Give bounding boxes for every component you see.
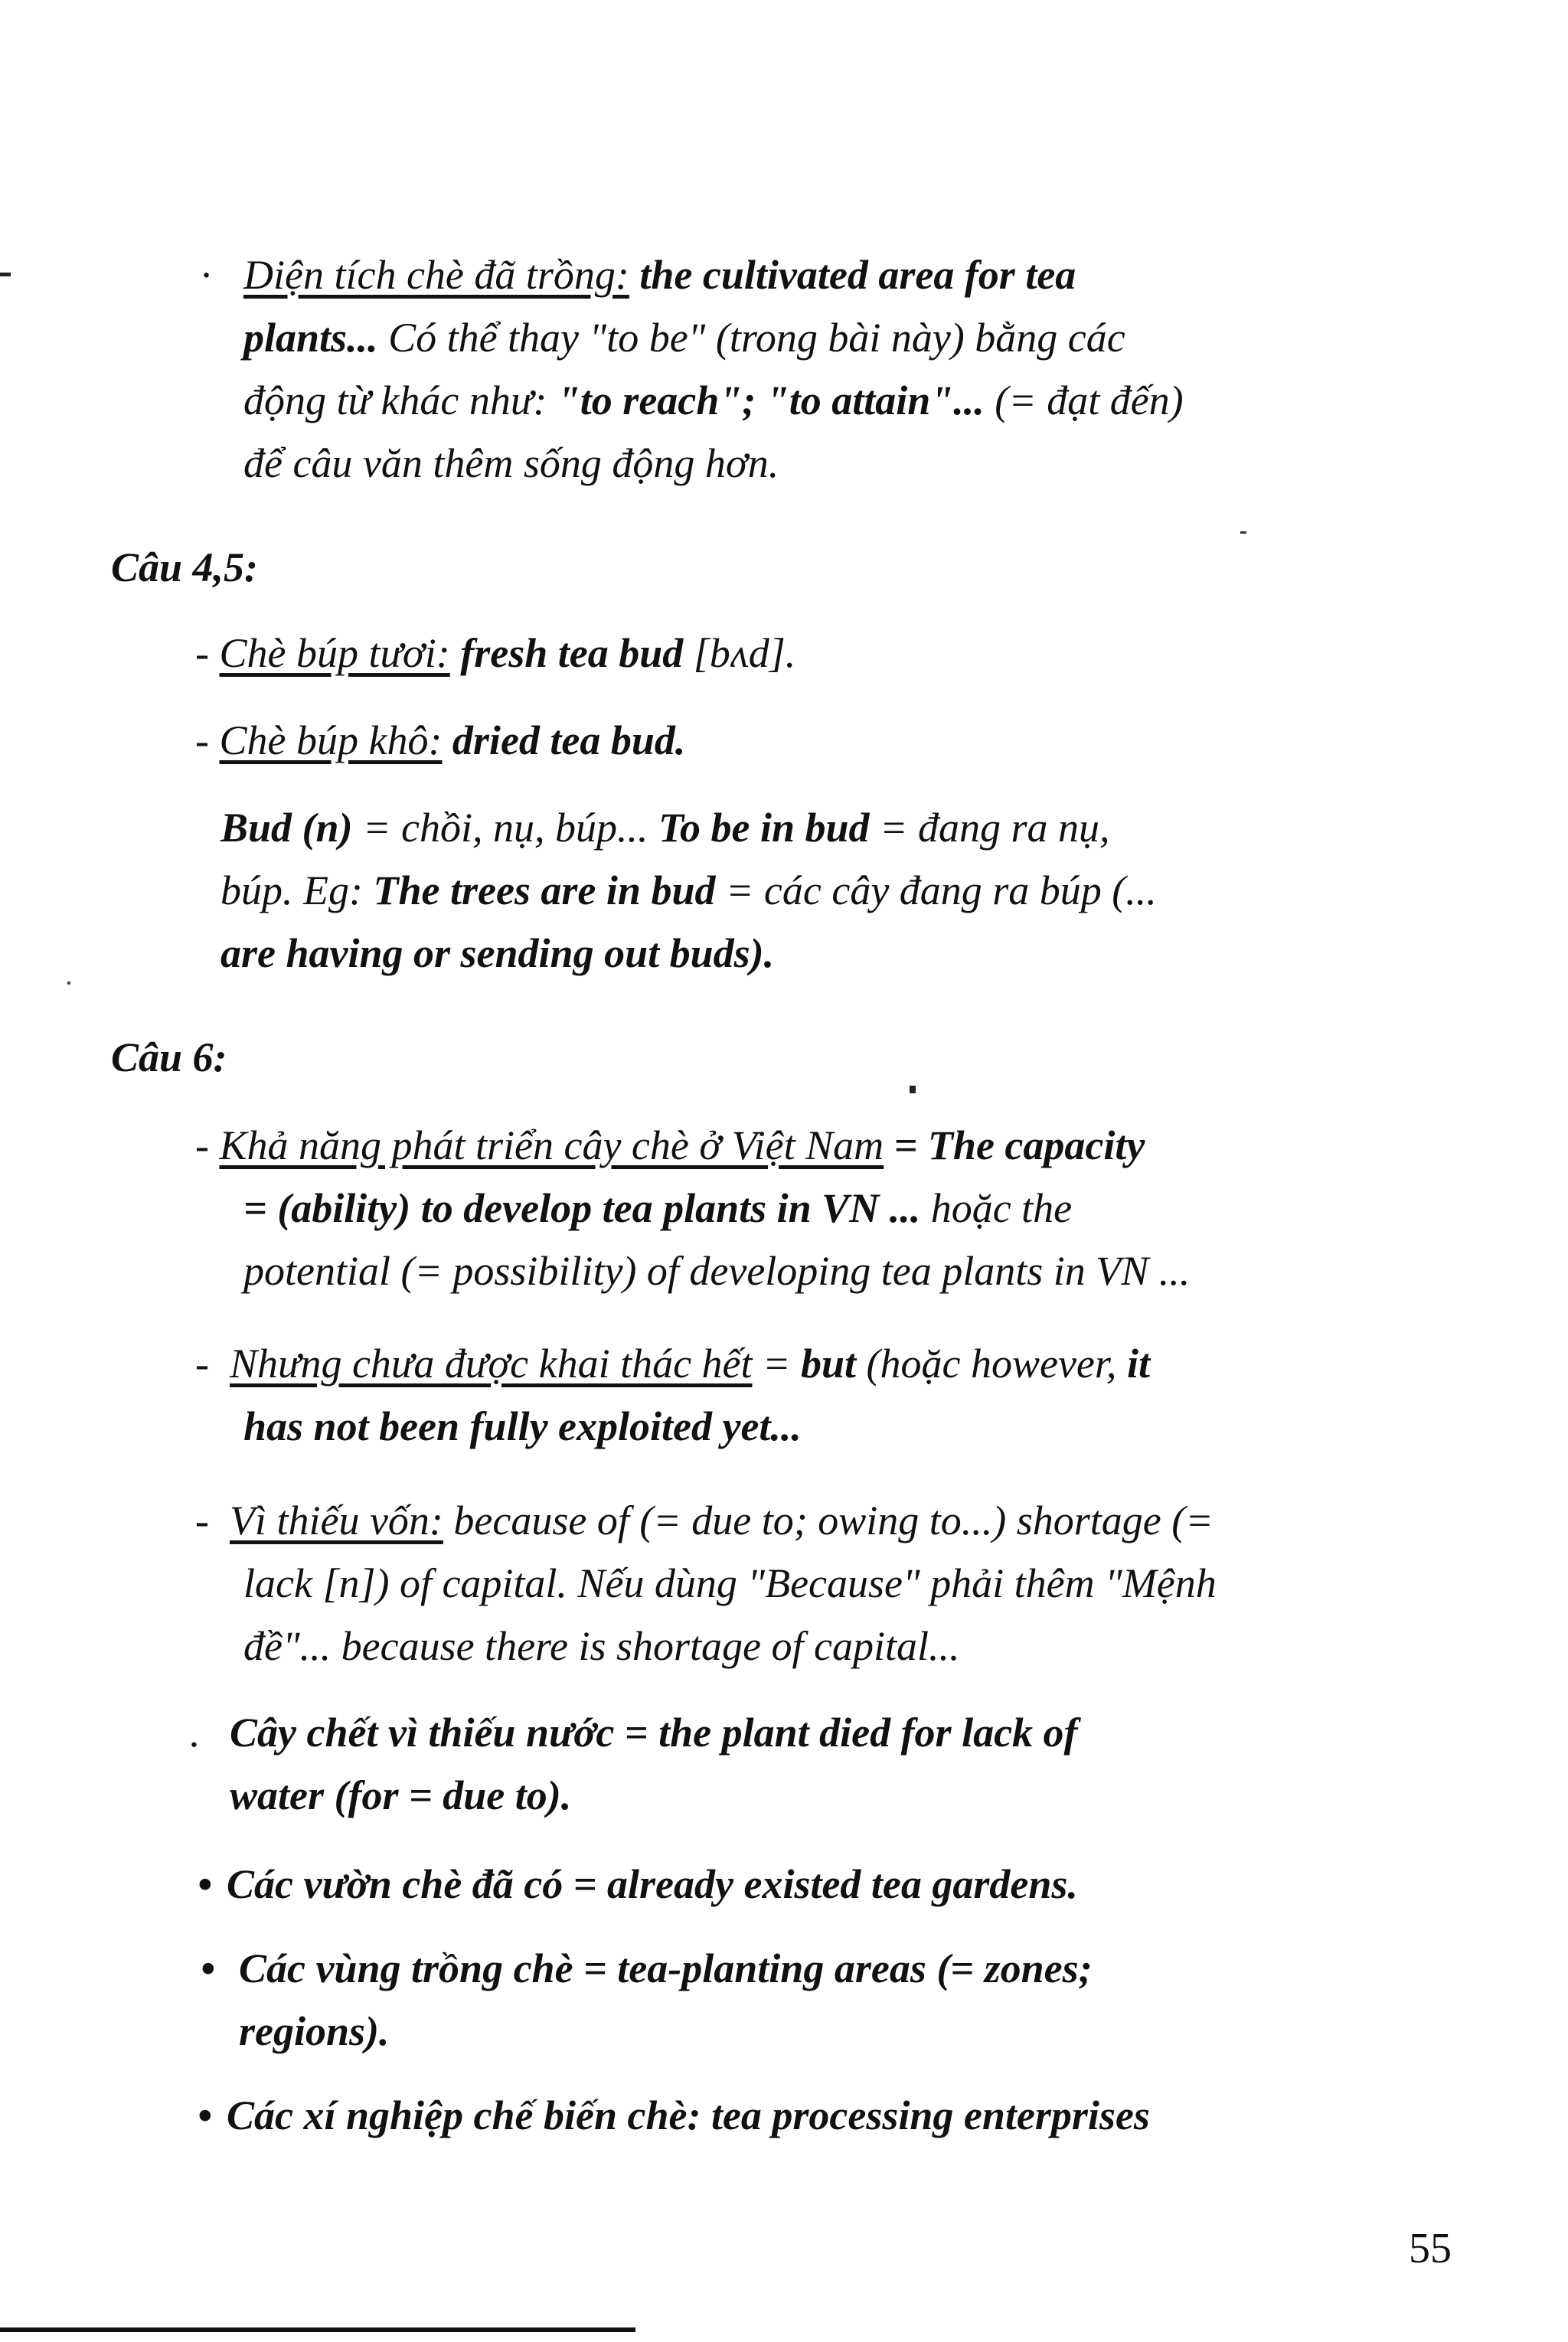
tea-area-line-3 — [243, 369, 1184, 432]
bud-line-2 — [220, 859, 1157, 922]
bud-word: Bud (n) — [220, 805, 353, 851]
equals: = — [752, 1341, 801, 1387]
plant-line-1: Cây chết vì thiếu nước = the plant died for lack of — [230, 1710, 1078, 1756]
it-word: it — [1116, 1341, 1150, 1387]
item-dried-tea-bud — [195, 709, 685, 772]
term-capacity: Khả năng phát triển cây chè ở Việt Nam — [219, 1122, 884, 1168]
tea-area-line-2 — [243, 306, 1125, 369]
bud-meaning: = chồi, nụ, búp... — [352, 805, 658, 851]
bud-example: The trees are in bud — [373, 867, 716, 913]
scan-speck — [1240, 531, 1246, 534]
bud-line-1 — [220, 796, 1110, 859]
tea-area-line-4: để câu văn thêm sống động hơn. — [243, 440, 779, 486]
exploited-line-1 — [195, 1332, 1150, 1395]
tea-area-note: Có thể thay "to be" (trong bài này) bằng các — [377, 315, 1125, 361]
term-tea-area: Diện tích chè đã trồng: — [243, 252, 629, 298]
bullet-dot: • — [201, 1945, 215, 1991]
bullet-dot: . — [190, 1710, 201, 1756]
enterprises-line: Các xí nghiệp chế biến chè: tea processing enterprises — [227, 2092, 1150, 2138]
exploited-line-2: has not been fully exploited yet... — [243, 1403, 802, 1449]
bottom-rule — [0, 2327, 635, 2332]
fresh-bud-translation: fresh tea bud — [449, 630, 684, 676]
capacity-translation: = The capacity — [884, 1122, 1145, 1168]
bud-example-meaning: = các cây đang ra búp (... — [715, 867, 1157, 913]
tea-area-verbs: "to reach"; "to attain"... — [557, 377, 985, 423]
bullet-dot: • — [198, 1861, 212, 1907]
dried-bud-translation: dried tea bud. — [442, 717, 686, 763]
bullet-dot: • — [198, 2092, 212, 2138]
scan-speck — [0, 273, 11, 276]
term-dried-bud: Chè búp khô: — [219, 717, 443, 763]
dash: - — [195, 1498, 230, 1543]
capital-line-3: đề"... because there is shortage of capital... — [243, 1623, 960, 1669]
dash: - — [195, 1341, 230, 1387]
tea-area-verbs-intro: động từ khác như: — [243, 377, 557, 423]
page-number: 55 — [1409, 2225, 1452, 2272]
zones-line-2: regions). — [239, 2008, 390, 2054]
however-note: (hoặc however, — [856, 1341, 1117, 1387]
bud-line-3: are having or sending out buds). — [220, 930, 775, 976]
in-bud-phrase: To be in bud — [658, 805, 870, 851]
scan-speck — [910, 1086, 916, 1093]
item-fresh-tea-bud — [195, 622, 795, 684]
tea-area-verbs-meaning: (= đạt đến) — [984, 377, 1184, 423]
fresh-bud-pronunciation: [bʌd]. — [683, 630, 796, 676]
dash: - — [195, 717, 220, 763]
heading-cau-6: Câu 6: — [111, 1034, 227, 1080]
capacity-line-1 — [195, 1114, 1145, 1177]
capital-line-2: lack [n]) of capital. Nếu dùng "Because" phải thêm "Mệnh — [243, 1560, 1217, 1606]
tea-area-plants: plants... — [243, 315, 378, 361]
scan-speck — [67, 982, 70, 985]
capacity-ability: = (ability) to develop tea plants in VN ... — [243, 1185, 921, 1231]
heading-cau-4-5: Câu 4,5: — [111, 544, 259, 590]
tea-area-translation: the cultivated area for tea — [629, 252, 1076, 298]
but-word: but — [800, 1341, 857, 1387]
dash: - — [195, 630, 220, 676]
capacity-line-3: potential (= possibility) of developing tea plants in VN ... — [243, 1248, 1191, 1294]
term-exploited: Nhưng chưa được khai thác hết — [229, 1341, 753, 1387]
gardens-line: Các vườn chè đã có = already existed tea gardens. — [227, 1861, 1078, 1907]
term-capital: Vì thiếu vốn: — [229, 1498, 443, 1543]
plant-line-2: water (for = due to). — [230, 1772, 572, 1818]
capacity-line-2 — [243, 1177, 1072, 1240]
bullet-dot: · — [201, 252, 211, 298]
zones-line-1: Các vùng trồng chè = tea-planting areas (= zones; — [239, 1945, 1093, 1991]
capital-line-1 — [195, 1489, 1214, 1552]
capital-translation: because of (= due to; owing to...) shortage (= — [443, 1498, 1214, 1543]
in-bud-meaning: = đang ra nụ, — [869, 805, 1110, 851]
dash: - — [195, 1122, 220, 1168]
term-fresh-bud: Chè búp tươi: — [219, 630, 450, 676]
bud-example-intro: búp. Eg: — [220, 867, 374, 913]
tea-area-line-1 — [243, 243, 1076, 306]
capacity-or: hoặc the — [920, 1185, 1073, 1231]
